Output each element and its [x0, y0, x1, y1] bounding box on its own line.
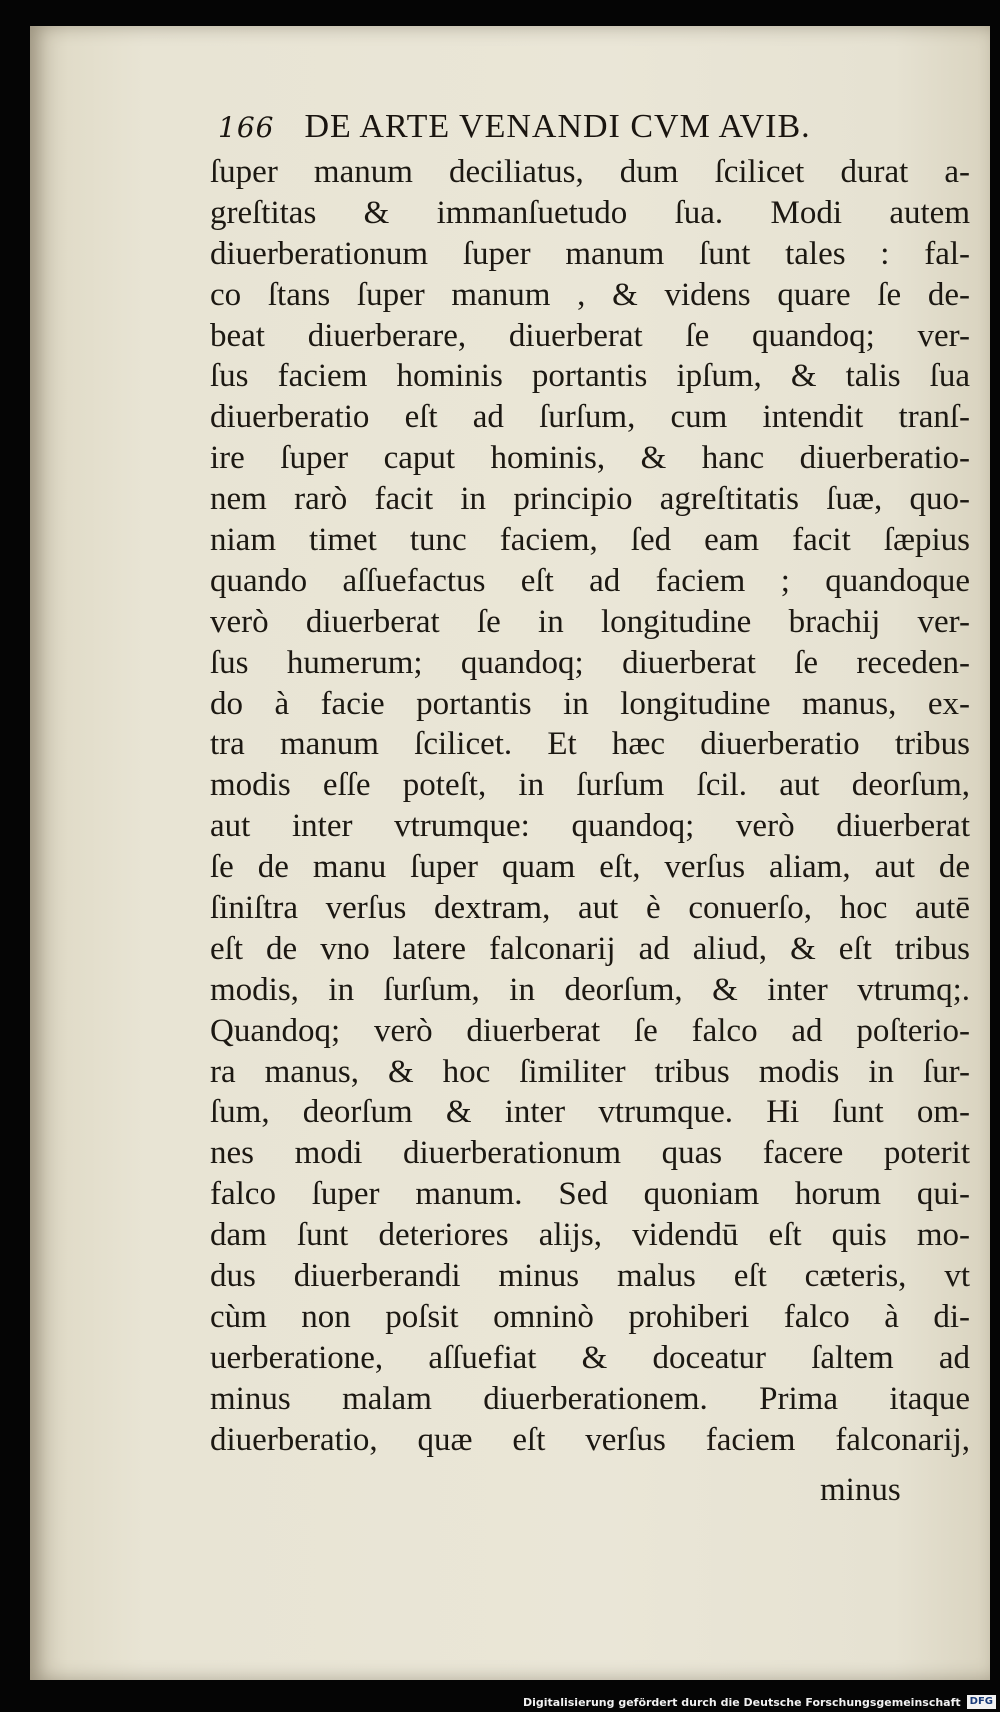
dfg-logo-icon: DFG [967, 1695, 996, 1709]
text-line: beat diuerberare, diuerberat ſe quandoq; ver- [210, 317, 970, 354]
text-line: eſt de vno latere falconarij ad aliud, & eſt tribus [210, 930, 970, 967]
text-line: ſe de manu ſuper quam eſt, verſus aliam, aut de [210, 849, 970, 886]
catchword [820, 1472, 901, 1509]
text-line: co ſtans ſuper manum , & videns quare ſe de- [210, 276, 970, 313]
page-header [218, 108, 918, 150]
digitization-credit: Digitalisierung gefördert durch die Deutsche Forschungsgemeinschaft [522, 1695, 961, 1709]
text-line: ire ſuper caput hominis, & hanc diuerberatio- [210, 440, 970, 477]
text-line: ſuper manum deciliatus, dum ſcilicet durat a- [210, 154, 970, 190]
text-line: aut inter vtrumque: quandoq; verò diuerberat [210, 808, 970, 845]
text-line: modis, in ſurſum, in deorſum, & inter vtrumq;. [210, 971, 970, 1008]
text-line: minus malam diuerberationem. Prima itaque [210, 1380, 970, 1417]
text-line: ſum, deorſum & inter vtrumque. Hi ſunt om- [210, 1094, 970, 1131]
text-line: ra manus, & hoc ſimiliter tribus modis in ſur- [210, 1053, 970, 1090]
text-line: uerberatione, aſſuefiat & doceatur ſaltem ad [210, 1339, 970, 1376]
text-line: do à facie portantis in longitudine manus, ex- [210, 685, 970, 722]
text-line: niam timet tunc faciem, ſed eam facit ſæpius [210, 522, 970, 559]
page-number: 166 [218, 111, 275, 144]
text-line: nes modi diuerberationum quas facere poterit [210, 1135, 970, 1172]
text-line: diuerberatio eſt ad ſurſum, cum intendit tranſ- [210, 399, 970, 436]
text-line: modis eſſe poteſt, in ſurſum ſcil. aut deorſum, [210, 767, 970, 804]
body-text [210, 152, 970, 1461]
digitization-credit-footer [0, 1692, 996, 1712]
text-line: tra manum ſcilicet. Et hæc diuerberatio tribus [210, 726, 970, 763]
text-line: cùm non poſsit omninò prohiberi falco à di- [210, 1298, 970, 1335]
text-line: verò diuerberat ſe in longitudine brachij ver- [210, 603, 970, 640]
text-line: dus diuerberandi minus malus eſt cæteris, vt [210, 1258, 970, 1295]
text-line: ſiniſtra verſus dextram, aut è conuerſo, hoc autē [210, 890, 970, 927]
text-line: greſtitas & immanſuetudo ſua. Modi autem [210, 194, 970, 231]
text-line: quando aſſuefactus eſt ad faciem ; quandoque [210, 562, 970, 599]
text-line: dam ſunt deteriores alijs, videndū eſt quis mo- [210, 1217, 970, 1254]
text-line: Quandoq; verò diuerberat ſe falco ad poſterio- [210, 1012, 970, 1049]
text-line: ſus humerum; quandoq; diuerberat ſe receden- [210, 644, 970, 681]
text-line: falco ſuper manum. Sed quoniam horum qui- [210, 1176, 970, 1213]
text-line: diuerberationum ſuper manum ſunt tales : fal- [210, 235, 970, 272]
text-line: nem rarò facit in principio agreſtitatis ſuæ, quo- [210, 481, 970, 518]
running-head: DE ARTE VENANDI CVM AVIB. [304, 108, 811, 145]
text-line: ſus faciem hominis portantis ipſum, & talis ſua [210, 358, 970, 395]
catchword-text: minus [820, 1472, 901, 1508]
text-line: diuerberatio, quæ eſt verſus faciem falconarij, [210, 1421, 970, 1458]
